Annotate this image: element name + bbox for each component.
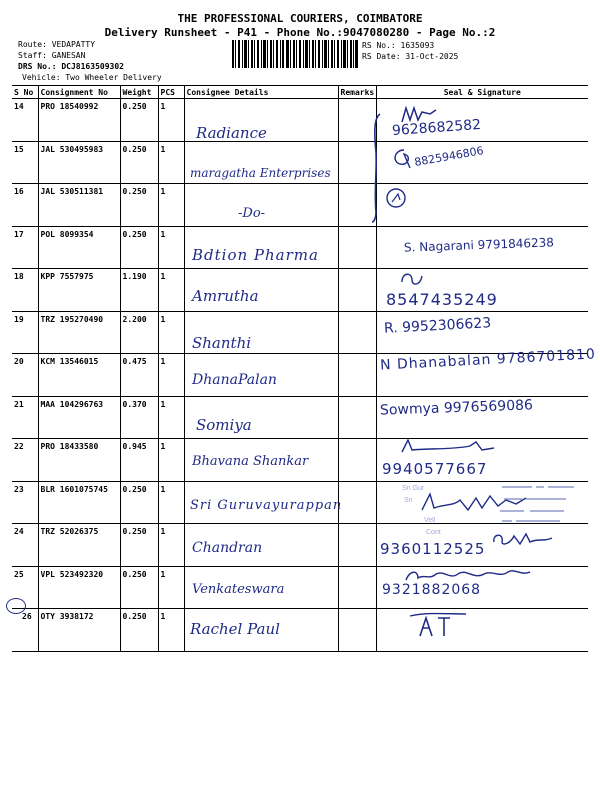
cell-remarks bbox=[338, 354, 376, 397]
cell-weight: 1.190 bbox=[120, 269, 158, 312]
signature-phone: 9628682582 bbox=[391, 116, 482, 140]
handwritten-consignee: Bhavana Shankar bbox=[192, 454, 309, 469]
cell-sno: 18 bbox=[12, 269, 38, 312]
company-title: THE PROFESSIONAL COURIERS, COIMBATORE bbox=[177, 12, 423, 25]
cell-weight: 0.945 bbox=[120, 439, 158, 482]
cell-pcs: 1 bbox=[158, 99, 184, 142]
cell-sno: 24 bbox=[12, 524, 38, 567]
signature-name-phone: N Dhanabalan 9786701810 bbox=[379, 346, 597, 374]
signature-scribble bbox=[400, 438, 496, 456]
cell-weight: 0.370 bbox=[120, 396, 158, 439]
cell-remarks bbox=[338, 269, 376, 312]
signature-phone: R. 9952306623 bbox=[383, 315, 492, 337]
table-row bbox=[12, 311, 588, 354]
handwritten-consignee: Chandran bbox=[192, 540, 263, 556]
signature-phone: 9321882068 bbox=[382, 582, 482, 598]
cell-weight: 2.200 bbox=[120, 311, 158, 354]
cell-pcs: 1 bbox=[158, 609, 184, 652]
table-header-row bbox=[12, 86, 588, 99]
cell-weight: 0.250 bbox=[120, 226, 158, 269]
cell-pcs: 1 bbox=[158, 141, 184, 184]
signature-phone: 9360112525 bbox=[380, 540, 486, 558]
table-row bbox=[12, 99, 588, 142]
cell-sno: 26 bbox=[12, 609, 38, 652]
col-remarks: Remarks bbox=[338, 86, 376, 99]
cell-consignment: KCM 13546015 bbox=[38, 354, 120, 397]
rs-date: RS Date: 31-Oct-2025 bbox=[362, 52, 459, 61]
cell-weight: 0.475 bbox=[120, 354, 158, 397]
cell-weight: 0.250 bbox=[120, 566, 158, 609]
handwritten-consignee: maragatha Enterprises bbox=[190, 166, 331, 180]
signature-phone: 8547435249 bbox=[386, 290, 498, 309]
cell-sno: 21 bbox=[12, 396, 38, 439]
col-sno: S No bbox=[12, 86, 38, 99]
barcode-image bbox=[232, 40, 358, 68]
cell-sno: 15 bbox=[12, 141, 38, 184]
cell-pcs: 1 bbox=[158, 396, 184, 439]
cell-pcs: 1 bbox=[158, 269, 184, 312]
cell-pcs: 1 bbox=[158, 184, 184, 227]
cell-consignment: OTY 3938172 bbox=[38, 609, 120, 652]
vehicle-label: Vehicle: Two Wheeler Delivery bbox=[22, 73, 162, 82]
cell-consignment: JAL 530495983 bbox=[38, 141, 120, 184]
cell-pcs: 1 bbox=[158, 226, 184, 269]
col-consignee: Consignee Details bbox=[184, 86, 338, 99]
cell-pcs: 1 bbox=[158, 439, 184, 482]
handwritten-consignee: Shanthi bbox=[192, 334, 252, 352]
cell-consignment: JAL 530511381 bbox=[38, 184, 120, 227]
rs-number: RS No.: 1635093 bbox=[362, 41, 435, 50]
handwritten-consignee: DhanaPalan bbox=[192, 372, 277, 388]
cell-weight: 0.250 bbox=[120, 141, 158, 184]
signature-scribble bbox=[398, 268, 426, 288]
col-signature: Seal & Signature bbox=[376, 86, 588, 99]
handwritten-consignee: Bdtion Pharma bbox=[192, 246, 319, 264]
cell-sno: 19 bbox=[12, 311, 38, 354]
cell-pcs: 1 bbox=[158, 566, 184, 609]
signature-circle-mark bbox=[384, 186, 408, 210]
cell-consignment: PRO 18433580 bbox=[38, 439, 120, 482]
cell-consignment: BLR 1601075745 bbox=[38, 481, 120, 524]
signature-phone: 9940577667 bbox=[382, 460, 488, 478]
bracket-mark bbox=[370, 112, 384, 224]
handwritten-consignee: Venkateswara bbox=[192, 582, 285, 597]
cell-consignment: MAA 104296763 bbox=[38, 396, 120, 439]
cell-consignment: POL 8099354 bbox=[38, 226, 120, 269]
cell-consignment: KPP 7557975 bbox=[38, 269, 120, 312]
handwritten-consignee: -Do- bbox=[238, 206, 266, 221]
runsheet-subtitle: Delivery Runsheet - P41 - Phone No.:9047080280 - Page No.:2 bbox=[104, 26, 496, 39]
signature-scribble bbox=[390, 146, 416, 170]
table-row bbox=[12, 609, 588, 652]
cell-sno: 14 bbox=[12, 99, 38, 142]
cell-remarks bbox=[338, 226, 376, 269]
company-stamp-line: Cont bbox=[426, 529, 441, 536]
cell-weight: 0.250 bbox=[120, 99, 158, 142]
cell-sno: 25 bbox=[12, 566, 38, 609]
col-pcs: PCS bbox=[158, 86, 184, 99]
row-26-circle-mark bbox=[6, 598, 26, 614]
signature-name-phone: Sowmya 9976569086 bbox=[379, 397, 534, 419]
cell-remarks bbox=[338, 311, 376, 354]
table-row bbox=[12, 184, 588, 227]
cell-consignment: PRO 18540992 bbox=[38, 99, 120, 142]
handwritten-consignee: Rachel Paul bbox=[190, 620, 280, 638]
handwritten-consignee: Amrutha bbox=[192, 287, 259, 305]
col-consignment: Consignment No bbox=[38, 86, 120, 99]
cell-sno: 17 bbox=[12, 226, 38, 269]
cell-remarks bbox=[338, 439, 376, 482]
cell-weight: 0.250 bbox=[120, 184, 158, 227]
signature-scribble bbox=[420, 490, 530, 516]
cell-remarks bbox=[338, 481, 376, 524]
cell-weight: 0.250 bbox=[120, 481, 158, 524]
handwritten-consignee: Somiya bbox=[196, 416, 252, 434]
signature-scribble bbox=[490, 528, 556, 550]
cell-sno: 22 bbox=[12, 439, 38, 482]
cell-pcs: 1 bbox=[158, 481, 184, 524]
company-stamp-line: Sri Gur bbox=[402, 485, 425, 492]
cell-pcs: 1 bbox=[158, 354, 184, 397]
cell-remarks bbox=[338, 609, 376, 652]
cell-sno: 23 bbox=[12, 481, 38, 524]
cell-weight: 0.250 bbox=[120, 524, 158, 567]
company-stamp-line: Vell bbox=[424, 517, 436, 524]
handwritten-consignee: Sri Guruvayurappan bbox=[190, 498, 343, 513]
drs-number: DRS No.: DCJ8163509302 bbox=[18, 62, 124, 71]
handwritten-consignee: Radiance bbox=[196, 124, 267, 142]
cell-sno: 20 bbox=[12, 354, 38, 397]
cell-consignment: TRZ 195270490 bbox=[38, 311, 120, 354]
signature-phone: 8825946806 bbox=[413, 144, 485, 169]
signature-scribble bbox=[408, 610, 468, 640]
staff-label: Staff: GANESAN bbox=[18, 51, 86, 60]
cell-sno: 16 bbox=[12, 184, 38, 227]
cell-pcs: 1 bbox=[158, 311, 184, 354]
cell-remarks bbox=[338, 566, 376, 609]
signature-name-phone: S. Nagarani 9791846238 bbox=[403, 235, 555, 255]
col-weight: Weight bbox=[120, 86, 158, 99]
cell-consignment: VPL 523492320 bbox=[38, 566, 120, 609]
cell-consignment: TRZ 52026375 bbox=[38, 524, 120, 567]
route-label: Route: VEDAPATTY bbox=[18, 40, 96, 49]
cell-remarks bbox=[338, 524, 376, 567]
cell-pcs: 1 bbox=[158, 524, 184, 567]
cell-weight: 0.250 bbox=[120, 609, 158, 652]
company-stamp-line: Sri bbox=[404, 497, 413, 504]
cell-remarks bbox=[338, 396, 376, 439]
table-row bbox=[12, 269, 588, 312]
